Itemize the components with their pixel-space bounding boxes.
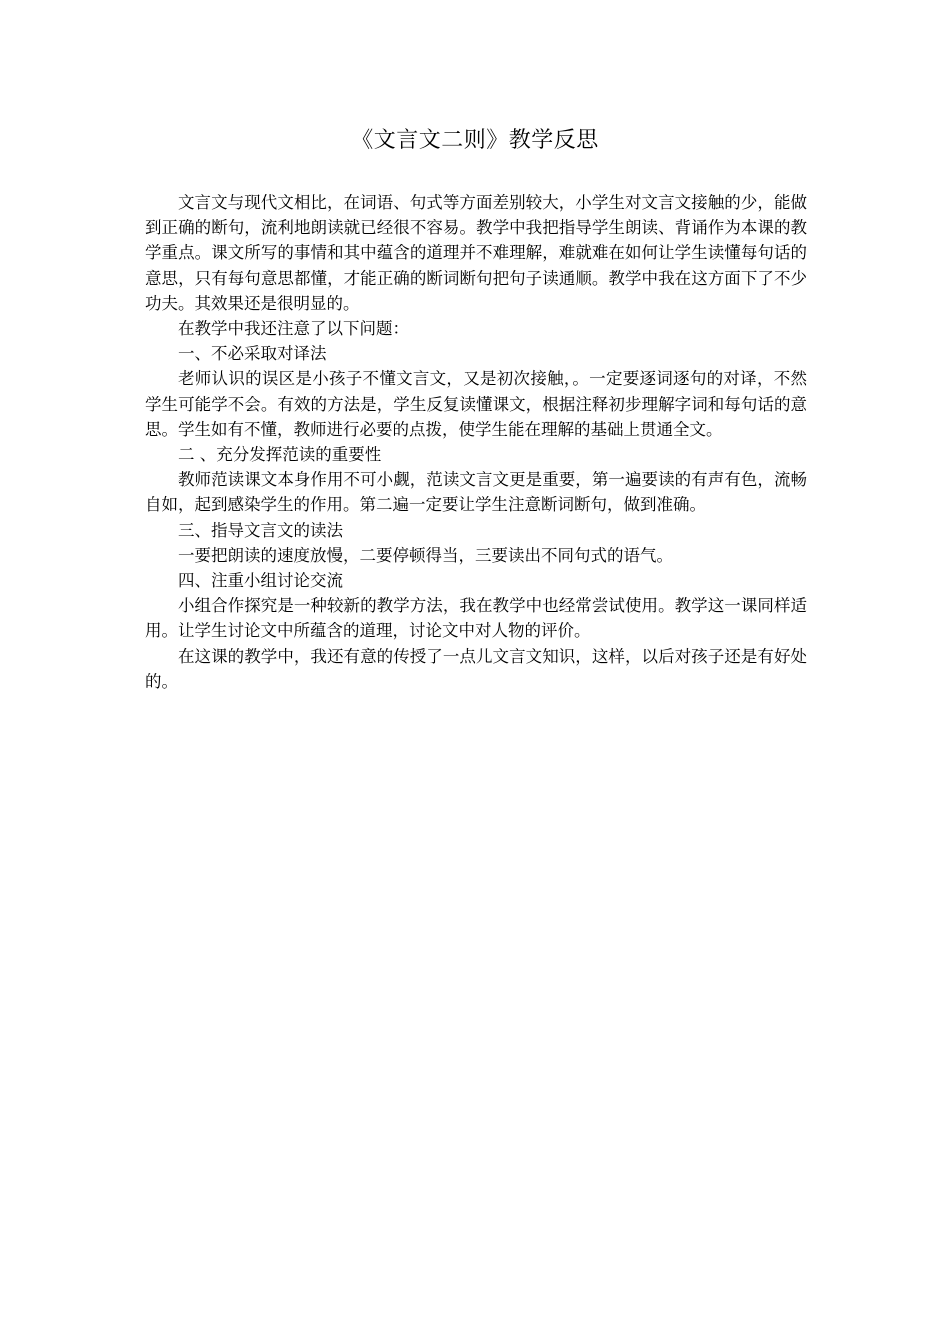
document-title: 《文言文二则》教学反思: [351, 128, 599, 153]
paragraph-intro: 文言文与现代文相比，在词语、句式等方面差别较大，小学生对文言文接触的少，能做到正确的断句，流利地朗读就已经很不容易。教学中我把指导学生朗读、背诵作为本课的教学重点。课文所写的事情和其中蕴含的道理并不难理解，难就难在如何让学生读懂每句话的意思，只有每句意思都懂，才能正确的断词断句把句子读通顺。教学中我在这方面下了不少功夫。其效果还是很明显的。: [145, 193, 807, 313]
paragraph-issues-lead: 在教学中我还注意了以下问题：: [178, 319, 409, 339]
heading-point-4: 四、注重小组讨论交流: [178, 571, 343, 591]
paragraph-point-3: 一要把朗读的速度放慢，二要停顿得当，三要读出不同句式的语气。: [178, 545, 673, 565]
heading-point-1: 一、不必采取对译法: [178, 344, 327, 364]
heading-point-2: 二 、充分发挥范读的重要性: [178, 445, 382, 465]
paragraph-conclusion: 在这课的教学中，我还有意的传授了一点儿文言文知识，这样，以后对孩子还是有好处的。: [145, 646, 807, 691]
paragraph-point-4: 小组合作探究是一种较新的教学方法，我在教学中也经常尝试使用。教学这一课同样适用。让学生讨论文中所蕴含的道理，讨论文中对人物的评价。: [145, 596, 807, 641]
document-body: [145, 190, 807, 694]
paragraph-point-1: 老师认识的误区是小孩子不懂文言文，又是初次接触，。一定要逐词逐句的对译，不然学生可能学不会。有效的方法是，学生反复读懂课文，根据注释初步理解字词和每句话的意思。学生如有不懂，教师进行必要的点拨，使学生能在理解的基础上贯通全文。: [145, 369, 807, 439]
heading-point-3: 三、指导文言文的读法: [178, 520, 343, 540]
paragraph-point-2: 教师范读课文本身作用不可小觑，范读文言文更是重要，第一遍要读的有声有色，流畅自如，起到感染学生的作用。第二遍一定要让学生注意断词断句，做到准确。: [145, 470, 807, 515]
